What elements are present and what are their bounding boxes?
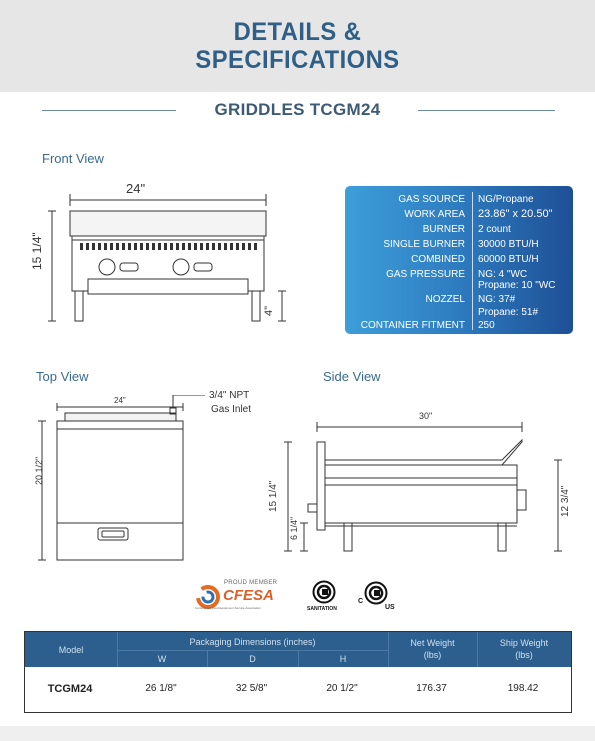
spec-label: NOZZEL [425,294,465,305]
spec-value: 2 count [478,224,511,235]
th-w: W [157,654,167,664]
cfesa-tagline-top: PROUD MEMBER [224,580,278,586]
th-ship-unit: (lbs) [515,650,533,660]
spec-divider [472,192,473,330]
csa-us-mark: US [385,604,395,611]
spec-panel [345,186,573,334]
spec-value-2: Propane: 51# [478,307,539,318]
cell-net-weight: 176.37 [416,683,447,694]
side-leg-dim: 6 1/4" [289,516,299,540]
top-width-dim: 24" [114,396,126,405]
front-view-label: Front View [42,151,104,166]
spec-value: 250 [478,320,495,331]
spec-value: NG: 37# [478,294,516,305]
spec-value: NG: 4 "WC [478,269,528,280]
csa-us-icon [364,581,388,605]
cell-w: 26 1/8" [145,683,177,694]
top-view-label: Top View [36,369,89,384]
spec-value: 23.86" x 20.50" [478,208,553,220]
spec-value-2: Propane: 10 "WC [478,280,556,291]
th-net-unit: (lbs) [423,650,442,660]
th-ship-weight: Ship Weight [499,638,549,648]
spec-value: 60000 BTU/H [478,254,539,265]
side-depth-dim: 30" [419,411,433,421]
header-title-line2: SPECIFICATIONS [195,46,400,74]
th-d: D [249,654,256,664]
cell-ship-weight: 198.42 [507,683,539,694]
spec-label: SINGLE BURNER [383,239,465,250]
spec-value: 30000 BTU/H [478,239,539,250]
cfesa-name: CFESA [223,587,274,604]
cell-d: 32 5/8" [235,683,268,694]
top-depth-dim: 20 1/2" [34,456,44,485]
product-subheading: GRIDDLES TCGM24 [214,100,381,119]
gas-inlet-line1: 3/4" NPT [209,390,250,401]
front-view-drawing [30,176,315,326]
spec-label: GAS PRESSURE [386,269,465,280]
csa-sanitation-caption: SANITATION [307,606,337,612]
spec-label: BURNER [422,224,465,235]
spec-label: CONTAINER FITMENT [360,320,465,331]
top-view-drawing [30,395,215,565]
spec-value: NG/Propane [478,194,534,205]
front-width-dim: 24" [126,181,146,196]
front-leg-dim: 4" [263,305,275,316]
cell-model: TCGM24 [47,683,93,695]
cfesa-tagline-bottom: Commercial Food Equipment Service Association [195,606,261,610]
side-height-dim: 15 1/4" [268,480,279,512]
th-h: H [339,654,347,664]
side-view-label: Side View [323,369,381,384]
csa-sanitation-icon [312,580,336,604]
csa-c-mark: C [358,598,364,605]
packaging-table [24,631,572,713]
th-packaging: Packaging Dimensions (inches) [189,637,316,647]
spec-label: GAS SOURCE [398,194,465,205]
page-footer-band [0,726,595,741]
th-model: Model [58,645,84,655]
spec-label: WORK AREA [404,209,465,220]
th-net-weight: Net Weight [410,638,455,648]
gas-inlet-line2: Gas Inlet [211,404,252,415]
side-view-drawing [270,410,575,570]
side-rear-height-dim: 12 3/4" [560,485,571,517]
front-height-dim: 15 1/4" [30,232,44,270]
certification-logos [195,578,405,618]
cell-h: 20 1/2" [326,683,358,694]
spec-label: COMBINED [411,254,465,265]
header-title-line1: DETAILS & [233,18,362,46]
